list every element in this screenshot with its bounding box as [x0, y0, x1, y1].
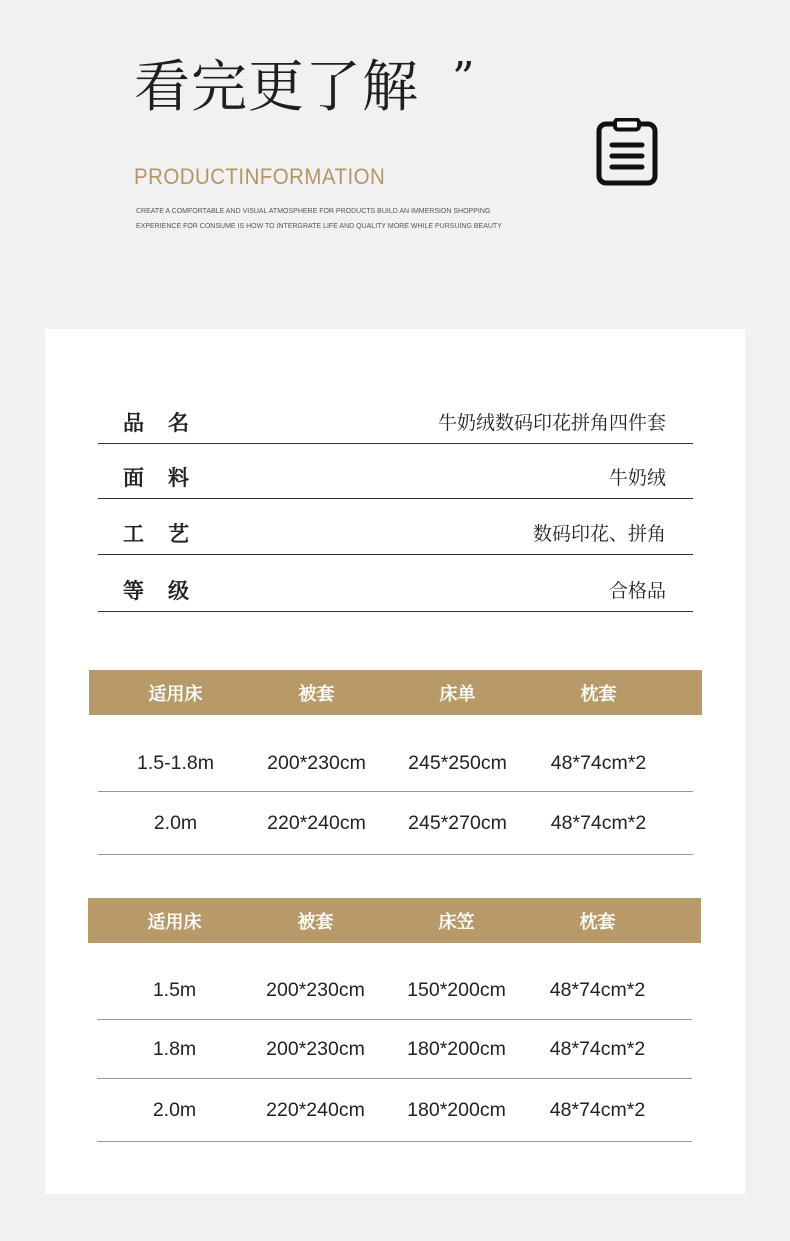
table-header-cell: 床单	[439, 683, 476, 705]
table-cell: 48*74cm*2	[549, 1098, 646, 1121]
info-value: 牛奶绒数码印花拼角四件套	[437, 412, 666, 434]
table2-header	[88, 898, 701, 943]
table-cell: 200*230cm	[267, 751, 366, 774]
table-cell: 180*200cm	[407, 1098, 506, 1121]
table-header-cell: 枕套	[579, 911, 616, 933]
table-cell: 200*230cm	[266, 1037, 365, 1060]
table-row	[98, 735, 693, 792]
table-cell: 48*74cm*2	[550, 751, 647, 774]
info-value: 合格品	[608, 580, 666, 602]
table-cell: 1.5-1.8m	[137, 751, 214, 774]
table-cell: 48*74cm*2	[549, 979, 646, 1001]
info-row-fabric	[98, 442, 693, 499]
info-label: 面料	[123, 466, 213, 490]
table-cell: 150*200cm	[407, 979, 506, 1001]
table-header-cell: 床笠	[438, 911, 475, 933]
table-cell: 2.0m	[153, 811, 198, 834]
info-row-grade	[98, 555, 693, 612]
info-row-craft	[98, 498, 693, 555]
table-row	[97, 1079, 692, 1142]
table-cell: 2.0m	[152, 1098, 197, 1121]
table-row	[97, 1020, 692, 1079]
table-cell: 1.5m	[152, 979, 197, 1001]
info-label: 品名	[123, 411, 213, 435]
table-header-cell: 适用床	[148, 683, 203, 705]
table-header-cell: 适用床	[147, 911, 202, 933]
info-row-name	[98, 387, 693, 444]
info-label: 工艺	[123, 522, 213, 546]
table-row	[97, 962, 692, 1020]
table-header-cell: 被套	[297, 911, 334, 933]
table-cell: 180*200cm	[407, 1037, 506, 1060]
page-header	[0, 0, 790, 330]
table-cell: 48*74cm*2	[550, 811, 647, 834]
clipboard-icon	[596, 118, 658, 186]
table-cell: 220*240cm	[267, 811, 366, 834]
table-cell: 200*230cm	[266, 979, 365, 1001]
table-header-cell: 被套	[298, 683, 335, 705]
table-cell: 220*240cm	[266, 1098, 365, 1121]
table-cell: 245*250cm	[408, 751, 507, 774]
page-title: 看完更了解	[134, 55, 419, 120]
info-value: 数码印花、拼角	[532, 523, 666, 545]
header-blurb: CREATE A COMFORTABLE AND VISUAL ATMOSPHERE FOR PRODUCTS BUILD AN IMMERSION SHOPPING EXPERIENCE FOR CONSUME IS HOW TO INTERGRATE LIFE AND QUALITY MORE WHILE PURSUING BEAUTY	[136, 208, 502, 230]
table-header-cell: 枕套	[580, 683, 617, 705]
table-cell: 245*270cm	[408, 811, 507, 834]
product-information-heading: PRODUCTINFORMATION	[134, 164, 386, 189]
quote-mark: ”	[452, 53, 475, 104]
table-cell: 48*74cm*2	[549, 1037, 646, 1060]
info-label: 等级	[123, 579, 213, 603]
info-value: 牛奶绒	[608, 467, 666, 489]
table1-header	[89, 670, 702, 715]
table-cell: 1.8m	[152, 1037, 197, 1060]
table-row	[98, 792, 693, 855]
